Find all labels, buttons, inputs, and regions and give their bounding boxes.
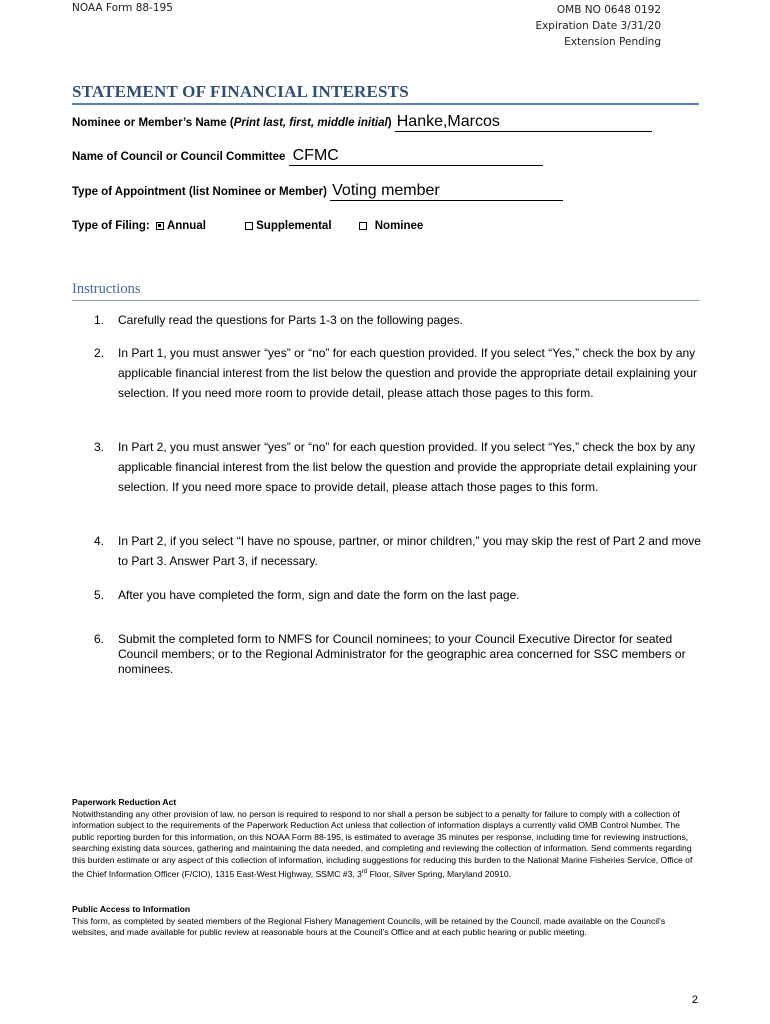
extension-status: Extension Pending	[564, 36, 661, 48]
page-title: STATEMENT OF FINANCIAL INTERESTS	[72, 82, 699, 105]
council-field-row	[72, 147, 543, 166]
public-access-body: This form, as completed by seated members of the Regional Fishery Management Councils, will be retained by the Council, made available on the Council’s websites, and made available for public review at reasonable hours at the Council’s Office and at each public hearing or public meeting.	[72, 915, 666, 938]
omb-info	[535, 2, 661, 50]
filing-option-supplemental[interactable]: Supplemental	[245, 220, 331, 232]
name-field-row	[72, 113, 652, 132]
filing-type-row	[72, 220, 423, 232]
instruction-item-5: 5. After you have completed the form, sign and date the form on the last page.	[94, 588, 520, 602]
checkbox-icon[interactable]	[245, 222, 253, 230]
paperwork-body: Notwithstanding any other provision of law, no person is required to respond to nor shall a person be subject to a penalty for failure to comply with a collection of information subject to the requirements of the Paperwork Reduction Act unless that collection of information displays a currently valid OMB Control Number. The public reporting burden for this information, on this NOAA Form 88-195, is estimated to average 35 minutes per response, including time for reviewing instructions, searching existing data sources, gathering and maintaining the data needed, and completing and reviewing the collection of information. Send comments regarding this burden estimate or any aspect of this collection of information, including suggestions for reducing this burden to the National Marine Fisheries Service, Office of the Chief Information Officer (F/CIO), 1315 East-West Highway, SSMC #3, 3rd Floor, Silver Spring, Maryland 20910.	[72, 808, 693, 879]
checkbox-checked-icon[interactable]	[156, 222, 164, 230]
filing-option-nominee[interactable]: Nominee	[359, 220, 424, 232]
paperwork-heading: Paperwork Reduction Act	[72, 797, 177, 807]
public-access-heading: Public Access to Information	[72, 904, 191, 914]
instruction-item-6: 6. Submit the completed form to NMFS for Council nominees; to your Council Executive Director for seated Council members; or to the Regional Administrator for the geographic area concerned for SSC members or nominees.	[94, 632, 686, 676]
omb-number: OMB NO 0648 0192	[556, 4, 661, 16]
page-number: 2	[691, 994, 698, 1006]
instruction-item-1: 1. Carefully read the questions for Parts 1-3 on the following pages.	[94, 313, 463, 327]
expiration-date: Expiration Date 3/31/20	[535, 20, 661, 32]
public-access-section	[72, 904, 702, 939]
filing-option-annual[interactable]: Annual	[156, 220, 206, 232]
filing-type-label: Type of Filing:	[72, 220, 150, 232]
name-value: Hanke,Marcos	[396, 113, 500, 130]
appointment-label: Type of Appointment (list Nominee or Member)	[72, 186, 327, 198]
instructions-heading: Instructions	[72, 281, 699, 301]
council-field[interactable]	[289, 147, 543, 166]
name-field[interactable]	[395, 113, 652, 132]
appointment-field-row	[72, 182, 563, 201]
instruction-item-3: 3. In Part 2, you must answer “yes” or “no” for each question provided. If you select “Yes,” check the box by any applicable financial interest from the list below the question and provide the appropriate detail explaining your selection. If you need more space to provide detail, please attach those pages to this form.	[94, 440, 698, 494]
instruction-item-4: 4. In Part 2, if you select “I have no spouse, partner, or minor children,” you may skip the rest of Part 2 and move to Part 3. Answer Part 3, if necessary.	[94, 534, 701, 568]
instruction-item-2: 2. In Part 1, you must answer “yes” or “no” for each question provided. If you select “Yes,” check the box by any applicable financial interest from the list below the question and provide the appropriate detail explaining your selection. If you need more room to provide detail, please attach those pages to this form.	[94, 346, 698, 400]
checkbox-icon[interactable]	[359, 222, 367, 230]
form-number: NOAA Form 88-195	[72, 2, 173, 14]
appointment-value: Voting member	[332, 182, 440, 199]
council-value: CFMC	[292, 147, 339, 164]
paperwork-section	[72, 797, 702, 880]
appointment-field[interactable]	[330, 182, 563, 201]
council-label: Name of Council or Council Committee	[72, 151, 286, 163]
name-label: Nominee or Member’s Name (Print last, first, middle initial)	[72, 117, 392, 129]
